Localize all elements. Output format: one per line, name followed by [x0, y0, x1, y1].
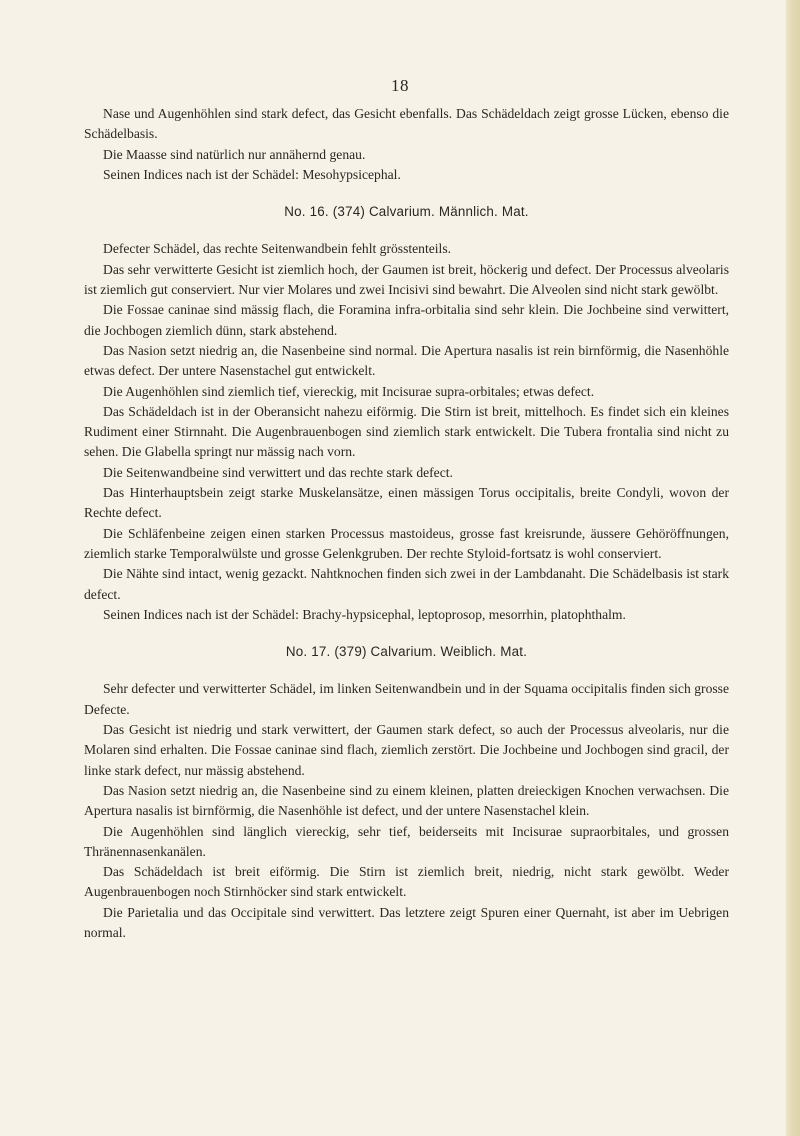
intro-paragraph: Seinen Indices nach ist der Schädel: Mesohypsicephal.	[103, 166, 401, 182]
section-16-paragraph: Das Hinterhauptsbein zeigt starke Muskelansätze, einen mässigen Torus occipitalis, breite Condyli, wovon der Rechte defect.	[84, 485, 729, 521]
page-number: 18	[391, 76, 409, 95]
section-16-paragraph: Seinen Indices nach ist der Schädel: Brachy-hypsicephal, leptoprosop, mesorrhin, platophthalm.	[103, 606, 626, 622]
section-16-paragraph: Die Seitenwandbeine sind verwittert und das rechte stark defect.	[103, 464, 453, 480]
section-17-paragraph: Das Nasion setzt niedrig an, die Nasenbeine sind zu einem kleinen, platten dreieckigen Knochen verwachsen. Die Apertura nasalis ist birnförmig, die Nasenhöhle ist defect, und der untere Nasenstachel klein.	[84, 782, 729, 819]
section-16-paragraph: Das Nasion setzt niedrig an, die Nasenbeine sind normal. Die Apertura nasalis ist rein birnförmig, die Nasenhöhle etwas defect. Der untere Nasenstachel gut entwickelt.	[84, 342, 729, 379]
section-heading-16: No. 16. (374) Calvarium. Männlich. Mat.	[284, 204, 529, 220]
section-16-paragraph: Die Schläfenbeine zeigen einen starken Processus mastoideus, grosse fast kreisrunde, äussere Gehöröffnungen, ziemlich starke Temporalwülste und grosse Gelenkgruben. Der rechte Styloid-fortsatz is wohl conserviert.	[84, 525, 729, 561]
section-17-paragraph: Die Augenhöhlen sind länglich viereckig, sehr tief, beiderseits mit Incisurae supraorbitales, und grossen Thränennasenkanälen.	[84, 823, 729, 859]
section-17-paragraph: Sehr defecter und verwitterter Schädel, im linken Seitenwandbein und in der Squama occipitalis finden sich grosse Defecte.	[84, 681, 729, 717]
section-16-paragraph: Defecter Schädel, das rechte Seitenwandbein fehlt grösstenteils.	[103, 241, 452, 257]
section-16-paragraph: Das sehr verwitterte Gesicht ist ziemlich hoch, der Gaumen ist breit, höckerig und defect. Der Processus alveolaris ist ziemlich gut conserviert. Nur vier Molares und zwei Incisivi sind bewahrt. Die Alveolen sind nicht stark gewölbt.	[84, 261, 729, 298]
intro-paragraph: Die Maasse sind natürlich nur annähernd genau.	[103, 146, 366, 162]
section-16-paragraph: Die Augenhöhlen sind ziemlich tief, viereckig, mit Incisurae supra-orbitales; etwas defect.	[103, 383, 595, 399]
section-16-paragraph: Die Fossae caninae sind mässig flach, die Foramina infra-orbitalia sind sehr klein. Die Jochbeine sind verwittert, die Jochbogen ziemlich dünn, stark abstehend.	[84, 302, 729, 338]
page-edge-shadow	[786, 0, 800, 1136]
intro-paragraph: Nase und Augenhöhlen sind stark defect, das Gesicht ebenfalls. Das Schädeldach zeigt grosse Lücken, ebenso die Schädelbasis.	[84, 106, 729, 142]
section-heading-17: No. 17. (379) Calvarium. Weiblich. Mat.	[285, 644, 528, 660]
section-16-paragraph: Die Nähte sind intact, wenig gezackt. Nahtknochen finden sich zwei in der Lambdanaht. Die Schädelbasis ist stark defect.	[84, 566, 729, 602]
page-body	[84, 104, 729, 943]
section-16-paragraph: Das Schädeldach ist in der Oberansicht nahezu eiförmig. Die Stirn ist breit, mittelhoch. Es findet sich ein kleines Rudiment einer Stirnnaht. Die Augenbrauenbogen sind ziemlich stark entwickelt. Die Tubera frontalia sind nicht zu sehen. Die Glabella springt nur mässig nach vorn.	[84, 403, 729, 460]
section-17-paragraph: Das Schädeldach ist breit eiförmig. Die Stirn ist ziemlich breit, niedrig, nicht stark gewölbt. Weder Augenbrauenbogen noch Stirnhöcker sind stark entwickelt.	[84, 864, 729, 900]
section-17-paragraph: Das Gesicht ist niedrig und stark verwittert, der Gaumen stark defect, so auch der Processus alveolaris, nur die Molaren sind erhalten. Die Fossae caninae sind flach, ziemlich zerstört. Die Jochbeine und Jochbogen sind gracil, der linke stark defect, nur mässig abstehend.	[84, 722, 729, 778]
section-17-paragraph: Die Parietalia und das Occipitale sind verwittert. Das letztere zeigt Spuren einer Quernaht, ist aber im Uebrigen normal.	[84, 904, 729, 940]
